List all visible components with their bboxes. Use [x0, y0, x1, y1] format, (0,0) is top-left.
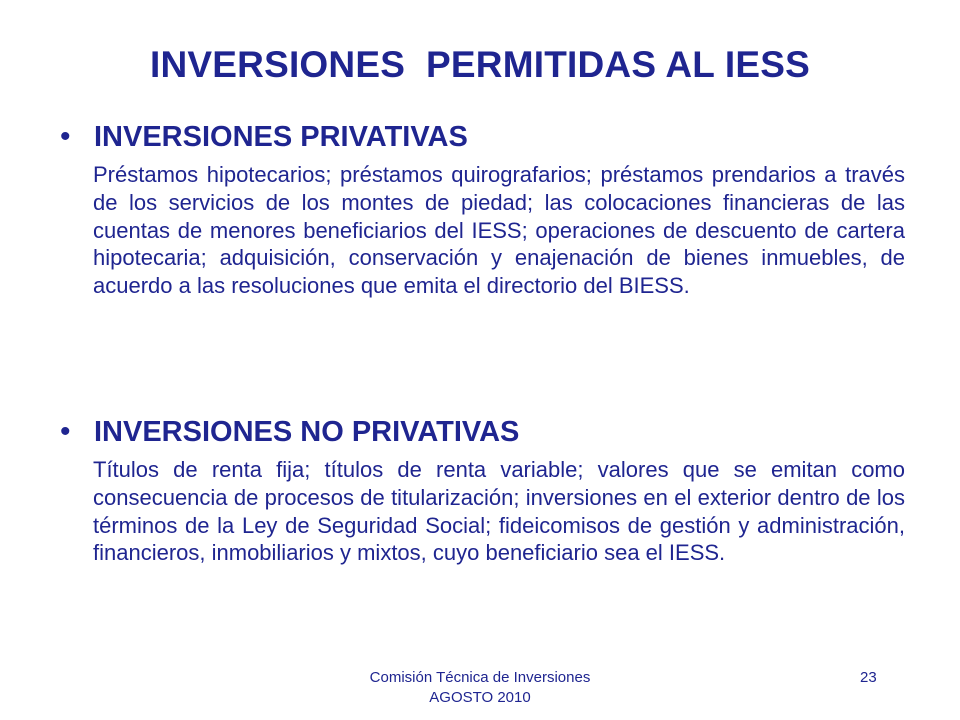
- slide-title: INVERSIONES PERMITIDAS AL IESS: [150, 44, 810, 85]
- section-heading: INVERSIONES NO PRIVATIVAS: [94, 416, 520, 448]
- section-no-privativas: [60, 412, 910, 567]
- page-number: 23: [860, 669, 877, 686]
- section-body: Préstamos hipotecarios; préstamos quirografarios; préstamos prendarios a través de los servicios de los montes de piedad; las colocaciones financieras de las cuentas de menores beneficiarios del IESS; operaciones de descuento de cartera hipotecaria; adquisición, conservación y enajenación de bienes inmuebles, de acuerdo a las resoluciones que emita el directorio del BIESS.: [93, 162, 905, 299]
- section-heading-row: [60, 412, 910, 452]
- footer-line-1: Comisión Técnica de Inversiones: [369, 669, 591, 686]
- section-privativas: [60, 117, 910, 300]
- section-heading: INVERSIONES PRIVATIVAS: [94, 121, 468, 153]
- footer-line-2: AGOSTO 2010: [429, 689, 531, 706]
- bullet-icon: •: [60, 415, 71, 448]
- section-heading-row: [60, 117, 910, 157]
- bullet-icon: •: [60, 120, 71, 153]
- footer-text: [300, 668, 660, 708]
- section-body: Títulos de renta fija; títulos de renta variable; valores que se emitan como consecuencia de procesos de titularización; inversiones en el exterior dentro de los términos de la Ley de Seguridad Social; fideicomisos de gestión y administración, financieros, inmobiliarios y mixtos, cuyo beneficiario sea el IESS.: [93, 457, 905, 566]
